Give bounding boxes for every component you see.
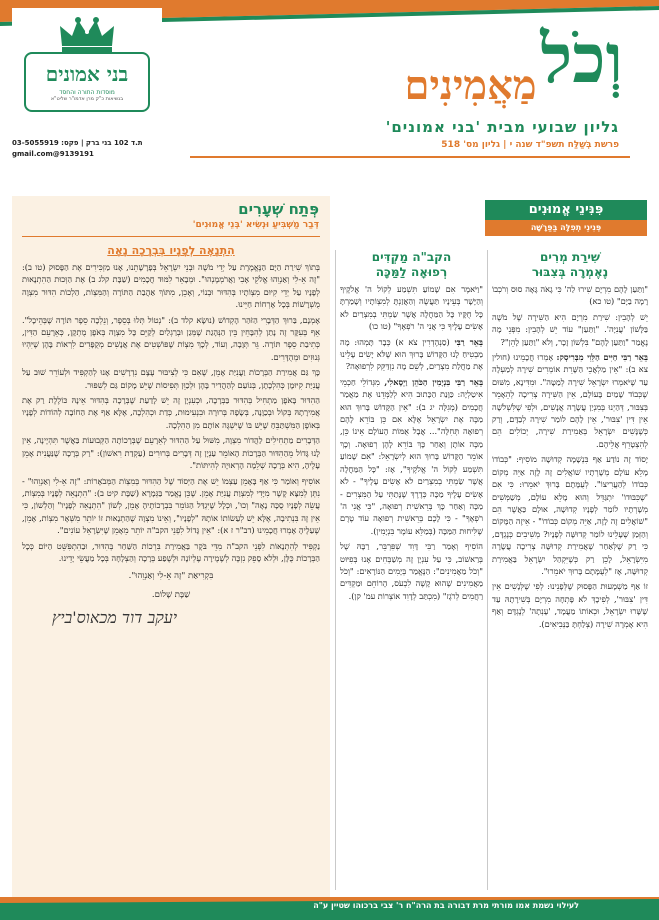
closing-line-1: בִּקְרִיאַת "זֶה אֵ-לִי וְאַנְוֵהוּ". <box>128 571 214 582</box>
right-paragraph-4: יָסוֹד זֶה נוֹדַע אַף בִּנְשָׁמָה קְדוּשָׁה מוֹסִיף: "כְּבוֹדוֹ מָלֵא עוֹלָם מְשָׁרְתָיו שׁוֹאֲלִים זֶה לָזֶה אַיֵּה מְקוֹם כְּבוֹדוֹ לְהַעֲרִיצוֹ". לְעֻמָּתָם בָּרוּךְ יֹאמֵרוּ: כִּי אִם 'שֶׁכִּבּוּדוֹ' יִתְגַּדֵּל וְהוּא מָלֵא עוֹלָם, מְשַׁמְּשִׁים מְשָׁרְתָיו לוֹמַר לְפָנָיו קְדוּשָׁה, אוּלָם כַּאֲשֶׁר הֵם "שׁוֹאֲלִים זֶה לָזֶה, אַיֵּה מְקוֹם כְּבוֹדוֹ" - אֵיזֶה הַמָּקוֹם וְהַזְּמַן שֶׁעָלֵינוּ לוֹמַר קְדוּשָּׁה לְפָנָיו? מְשִׁיבִים כְּנֶגְדָּם, כִּי רַק שֶׁלְּאַחַר שֶׁאֲמִירַת קְדוּשָּׁה צְרִיכָה עֲשָׂרָה מִיִּשְׂרָאֵל, לָכֵן רַק כְּשֶׁיִּקְהַל יִשְׂרָאֵל בַּאֲמִירַת קְדוּשָּׁה, אָז "לְעֻמָּתָם בָּרוּךְ יֹאמֵרוּ". <box>492 454 648 576</box>
footer-dedication: לעילוי נשמת אמו מורתי מרת דבורה בת הרה"ח ר' צבי ברכוהו שטיין ע"ה <box>313 901 579 910</box>
left-paragraph-3: כָּךְ גַּם אֲמִירַת הַבְּרָכוֹת וַעֲנִיַּת אָמֵן, שֶׁאִם כִּי לְצִיבּוּר עֶצֶם נִדְרָשִׁים אָנוּ לְהַקְפִּיד וּלְעוֹרֵר שׁוּב עַל עֲנִיַּת קִיּוּמָן כְּהִלְכָתָן, בְּנוֹעַם לְהַהֲדִיר בָּהֶן וּלְכַוֵּן תְּפִיסוֹת שֶׁיֵּשׁ מָקוֹם גַּם לְשִׁפּוּר. <box>22 367 320 390</box>
left-section-subtitle: דְּבַר מַשְׁבִּיעַ וּנְשִׂיא 'בְּנֵי אֱמוּנִים' <box>192 220 319 230</box>
middle-article <box>340 250 483 602</box>
left-paragraph-1: בְּתוֹךְ שִׁירַת הַיָּם הַנֶּאֱמֶרֶת עַל יְדֵי מֹשֶׁה וּבְנֵי יִשְׂרָאֵל בְּפָרָשָׁתֵנוּ, אָנוּ מַזְכִּירִים אֶת הַפָּסוּק (טו ב): "זֶה אֵ-לִי וְאַנְוֵהוּ אֱלֹקֵי אָבִי וַאֲרֹמְמֶנְהוּ". וּמְבָאֵר לִמּוּד חֲכָמִים (שַׁבָּת קלג ב) אֶת הַוְּכוּת הַהִתְנָאוּת לְפָנָיו עַל יְדֵי קִיּוּם מִצְוֹתָיו בְּהִדּוּר וּבְנוֹי, וְאָכֵן, מִתּוֹךְ אַהֲבַת הַתּוֹרָה וְהַמִּצְוֹת, הַלְכוֹת הִדּוּר מִצְוָה מֻשְׁרָשׁוֹת בְּכָל אָרְחוֹת חַיֵּינוּ. <box>22 262 320 310</box>
masthead-title-main: וְכֹל <box>540 19 623 99</box>
left-paragraph-6: אוֹסִיף וְאוֹמַר כִּי אַף בָּאָמֵן עַצְמוֹ יֵשׁ אֶת הַיְּסוֹד שֶׁל הַהִדּוּר בְּמִצְוֹת הַמְּבֹאָרוֹת: "זֶה אֵ-לִי וְאַנְוֵהוּ" - נִתְּן לְמִצָּא קֶשֶׁר מִיָּדִי לְמִצְוַת עֲנִיַּת אָמֵן. שֶׁכֵּן נֶאֱמַר בַּגְּמָרָא (שַׁבָּת קיט ב): "הִתְנָאֵה לְפָנָיו בְּמִצְוֹת, עֲשֵׂה לְפָנָיו סֻכָּה נָאָה" וְכוּ', וּכְלָל שֶׁיִּגְדַּל הַגּוֹמֵר בִּבְרָכוֹתֶיהָ אָמֵן, לְשׁוֹן "הִתְנָאֵה לְפָנָיו" וְהַלְשׁוֹן, כִּי אֵין זֶה בִּנְתִיבָה, אֶלָּא יֵשׁ לְעַשׂוֹתוֹ אוֹתָהּ "לְפָנָיו", וְאֵינוֹ מִצְוָה שֶׁהַתְנָאוּת זוֹ יוֹתֵר מִשְּׁאָר מִצְוֹת, אָמֵן, שֶׁעַלֶיהָ אָמְרוּ חֲכָמֵינוּ (דב"ר ז א): "אֵין גָּדוֹל לִפְנֵי הקב"ה יוֹתֵר מֵאָמֵן שֶׁיִּשְׂרָאֵל עוֹנִים". <box>22 475 320 536</box>
closing-line-2: שַׁבָּת שָׁלוֹם. <box>151 590 191 601</box>
contact-address: ת.ד 102 בני ברק | פקס: 03-5055919 <box>12 139 143 147</box>
right-section-tab: פִּנִּינֵי אֱמוּנִים <box>485 200 647 220</box>
masthead-subtitle: גליון שבועי מבית 'בני אמונים' <box>385 118 619 136</box>
middle-paragraph-1: "וַיֹּאמֶר אִם שָׁמוֹעַ תִּשְׁמַע לְקוֹל ה' אֱלֹקֶיךָ וְהַיָּשָׁר בְּעֵינָיו תַּעֲשֶׂה וְהַאֲזַנְתָּ לְמִצְוֹתָיו וְשָׁמַרְתָּ כָּל חֻקָּיו כָּל הַמַּחֲלָה אֲשֶׁר שַׂמְתִּי בְמִצְרַיִם לֹא אָשִׂים עָלֶיךָ כִּי אֲנִי ה' רֹפְאֶךָ" (טו כו) <box>340 284 483 332</box>
logo-subtitle-2: בנשיאות כ"ק מרן אדמו"ר שליט"א <box>50 96 124 102</box>
right-paragraph-3-lead: בֵּאֵר רַבִּי חַיִּים הַלֵּוִי מִבְּרִיסְק: <box>556 352 648 363</box>
left-paragraph-4: הַהִדּוּר בָּאֹפֶן מַתְחִיל בְּהִדּוּר בַּבְּרָכָה, וּכְעִנְיָן זֶה יֵשׁ לָדַעַת שֶׁבְּרָכָה בְּהִדּוּר אֵינָהּ כּוֹלֶלֶת רַק אֶת אֲמִירָתָהּ בְּקוֹל וּבְכַוָּנָה, בְּשָׂפָה בְּרוּרָה וּבִנְעִימוּת, כְּדַת וּכְהִלְכָה, אֶלָּא אַף אֶת הַחוֹבָה לְהוֹדוֹת לְפָנָיו בְּאוֹפֶן הַמִּשְׁתַּבֵּחַ שֶׁיֵּשׁ בּוֹ שֶׁיִּשְׁגֶּה אוֹתָם מִן הַהִלְכָה. <box>22 395 320 430</box>
middle-paragraph-4: הוֹסִיף וְאָמַר רַבִּי דָּוִד שְׁפִּרְבֵּר, רַבָּהּ שֶׁל בְּרַאשׁוֹב, כִּי עַל עִנְיָן זֶה מְשַׁבְּחִים אָנוּ בְּפִיּוּט "וְכֹל מַאֲמִינִים": הַנֶּאֱמַר בְּיָמִים הַנּוֹרָאִים: "וְכֹל מַאֲמִינִים שֶׁהוּא קָשֶׁה לִכְעֹס, הָרוֹחֵם וּמַקְדִּים רַחֲמִים לְרֹגֶז" (מִכְתַּב לְדָוִד אוֹצְרוֹת עמ' קן). <box>340 541 483 601</box>
right-section-subtab: פְּנִינֵי תְפִלָּה בַּפַּרָשָׁה <box>485 220 647 236</box>
contact-info <box>12 138 182 160</box>
right-article-title-1: שִׁירַת מְרִים <box>539 250 601 264</box>
crown-icon <box>58 16 116 54</box>
right-article <box>492 250 648 630</box>
logo-ring <box>24 52 150 112</box>
masthead-title <box>404 19 623 109</box>
column-divider-right <box>487 250 488 890</box>
left-paragraph-7: נַקְפִּיד לְהִתְנָאוֹת לִפְנֵי הקב"ה מִדֵּי בֹּקֶר בַּאֲמִירַת בִּרְכוֹת הַשַּׁחַר בְּהִדּוּר, וּבַהִתְפִּשֵּׁט הַיּוֹם כְּכָל הַבְּרָכוֹת כֻּלָּן, וּלְלֹא סָפֵק נִזְכֶּה לְשֶׁמֶירָה עֶלְיוֹנָה וּלְשֶׁפַע בְּרָכָה וְהַצְלָחָה בְּכָל מַעֲשֵׂי יָדֵינוּ. <box>22 540 320 563</box>
left-article-title: הִתְנָאֶה לְפָנָיו בְּבְרָכָה נָאָה <box>107 244 235 257</box>
left-article <box>22 244 320 628</box>
middle-paragraph-2-lead: בֵּאֵר רַבִּי <box>454 336 483 347</box>
middle-article-title-1: הקב"ה מַקְדִּים <box>371 250 452 264</box>
right-paragraph-1: "וַתַּעַן לָהֶם מִרְיָם שִׁירוּ לַה' כִּי גָאֹה גָּאָה סוּס וְרֹכְבוֹ רָמָה בַיָּם" (טו כא) <box>492 284 648 307</box>
header-divider <box>190 156 630 158</box>
column-divider-left <box>335 250 336 890</box>
left-section-title: פְּתַח שְׁעָרִים <box>238 200 319 218</box>
masthead-title-second: מַאֲמִינִים <box>404 62 537 109</box>
middle-paragraph-3-text: מִגְּדוֹלֵי חַכְמֵי אִיטַלְיָה: כַּוָּנַת הַכָּתוּב הִיא לְלַמְּדֵנוּ אֶת מַאֲמַר חֲכָמִים (מְגִלָּה יג ב): "אֵין הַקָּדוֹשׁ בָּרוּךְ הוּא מַכֶּה אֶת יִשְׂרָאֵל אֶלָּא אִם כֵּן בּוֹרֵא לָהֶם רְפוּאָה תְּחִלָּה"... אֲבָל אֻמּוֹת הָעוֹלָם אֵינוֹ כֵּן, מַכֶּה אוֹתָן וְאַחַר כָּךְ בּוֹרֵא לָהֶן רְפוּאָה. וְכָךְ אוֹמֵר הַקָּדוֹשׁ בָּרוּךְ הוּא לְיִשְׂרָאֵל: "אִם שָׁמוֹעַ תִּשְׁמַע לְקוֹל ה' אֱלֹקֶיךָ", אָז: "כָּל הַמַּחֲלָה אֲשֶׁר שַׂמְתִּי בְמִצְרַיִם לֹא אָשִׂים עָלֶיךָ" - לֹא אָשִׂים עָלֶיךָ מַכָּה כְּדֶרֶךְ שֶׁנָּתַתִּי עַל הַמִּצְרִים - מַכָּה וְאַחַר כָּךְ בְּרֵאשִׁית רְפוּאָה, "כִּי אֲנִי ה' רֹפְאֶךָ" - כִּי לָכֶם בְּרֵאשִׁית רְפוּאָה עוֹד טֶרֶם שֶׁלִּיחוּת הַמַּכָּה (בְּמַלֵּא עוֹמֶר בִּנְיָמִין). <box>340 376 483 536</box>
left-paragraph-2: אָמְנָם, בַּרוּךְ הַדְּבָרִי הַזֹּהַר הָקְדוֹשׁ (נוּשָׂא קלד ב): "נְטוֹל תְּלוּ בְּסֵפֶר, וְנֵלְכָה סֵפֶר תּוֹרָה שֶׁבְּהֵיכָל". אֵף בְּעִקָּר זֶה נָתַן לְהִבָּחֵין בֵּין הַנְּהָגַת שֶׁמְּגַן וּבְרַגְלַיִם לְקַיֵּם כָּל מִצְוָה בְּאֹפֶן מֻתְקָן, כְּאֵרָעֵם הַדִּין, כְּתִיבַת סֵפֶר תּוֹרָה. גֵּר תְּוָבָה, וְעוֹד, לְכָךְ מִצְוֹת שֶׁפּוֹשְׁטִים אֶת אֲנָשִׁים מְקֻפָּדִים לִרְאוֹת בָּהֶן שֶׁיִּהְיוּ גְּנוּזִים וּמְהֻדָּרִים. <box>22 314 320 362</box>
middle-article-title-2: רְפוּאָה לַמַּכָּה <box>375 265 448 279</box>
left-section-underline <box>22 236 320 237</box>
right-paragraph-2: יֵשׁ לְהָבִין: שִׁירַת מִרְיָם הִיא הַשִּׁירָה שֶׁל מֹשֶׁה בַּלָּשׁוֹן 'עֲנִיָּה'. "וַתַּעַן" עוֹד יֵשׁ לְהָבִין: מִפְּנֵי מָה נֶאֱמַר "וַתַּעַן לָהֶם" בִּלְשׁוֹן זָכָר, וְלֹא "וַתַּעַן לָהֵן"? <box>492 311 648 347</box>
middle-paragraph-2-text: (סַנְהֶדְרִין צֹא א) כְּבָר תָּמְהוּ: מָה מַבְטִיחַ לָנוּ הַקָּדוֹשׁ בָּרוּךְ הוּא שֶׁלֹּא יָשִׂים עָלֵינוּ אֶת מַחֲלַת מִצְרַיִם, לְשֵׁם מָה נִזְדַּקֵּק לִרְפוּאָה? <box>340 336 483 372</box>
logo-name: בני אמונים <box>45 62 129 86</box>
right-paragraph-3 <box>492 351 648 450</box>
logo <box>12 8 162 156</box>
middle-paragraph-3-lead: בֵּאֵר רַבִּי בִּנְיָמִין הַכֹּהֵן וַיְסָאלִי, <box>384 376 484 387</box>
middle-paragraph-3 <box>340 376 483 537</box>
right-paragraph-5: זוֹ אַף מַשְׁמָעוּת הַפָּסוּק שֶׁלְּפָנֵינוּ: לְפִי שֶׁלְּנָשִׁים אֵין דִּין 'צִבּוּר', לְפִיכָךְ לֹא פָּתְחָה מִרְיָם בְּשִׁירָתָהּ עַד שֶׁשָּׁרוּ יִשְׂרָאֵל, וּכְאוֹתוֹ מַעֲמָד, 'עָנְתָה' לְנֶגְדָּם וְאַף הִיא אָמְרָה שִׁירָה (צְלַחְתָּ בַּנְּבִיאִים). <box>492 581 648 629</box>
middle-paragraph-2 <box>340 336 483 373</box>
contact-email: 9139191@gmail.com <box>12 150 94 158</box>
logo-subtitle: מוסדות התורה והחסד <box>59 89 115 96</box>
right-article-title-2: נֶאֶמְרָה בְּצִבּוּר <box>531 265 609 279</box>
signature: יעקב דוד מכאוס'ביץ <box>52 608 178 628</box>
issue-info: פרשת בְּשַׁלַּח תשפ"ד שנה י | גליון מס' 518 <box>441 140 619 150</box>
left-paragraph-5: הַדְּבָרִים מַתְחִילִים לַהֲדוֹר מִצְוָה, מִשּׁוּל עַל הַהִדּוּר לְאֵרָעֵם שֶׁבְּרָכוֹתָה הַקְּבוּעוֹת בַּאֲשֶׁר תִּהְיֶינָה, אֵין לָנוּ גָּדוֹל מֵהַהִדּוּר הַבְּרָכוֹת הָאוֹמֵר עַנְיָן זֶה דְּבָרִים בְּרוּרִים (עַקְדַת רִאשׁוֹן): "רַק בְּרָכָה שֶׁנַּעֲנִית אָמֵן עָלֶיהָ, הִיא בְּרָכָה שְׁלֵמָה הָרְאוּיָה לְהִיתּוֹת". <box>22 435 320 471</box>
right-paragraph-3-text: אָמְרוּ חֲכָמֵינוּ (חולין צא ב): "אֵין מַלְאֲכֵי הַשָּׁרֵת אוֹמְרִים שִׁירָה לְמַעְלָה עַד שֶׁיֹּאמְרוּ יִשְׂרָאֵל שִׁירָה לְמַטָּה". וּמִדִּינָא, מִשּׁוּם שֶׁכְּבוֹד שָׁמַיִם בָּעוֹלָם, אֵין הַשִּׁירָה צְרִיכָה לְהֵאָמֵר בְּצִבּוּר, דְּהַיְנוּ בְּמִנְיַן עֲשָׂרָה אֲנָשִׁים, וּלְפִי שֶׁלִּשְׁלֹשָׁה אֵין דִּין 'צִבּוּר', אֵין לָהֶם לוֹמַר שִׁירָה לְבַדָּם, וְרַק כְּשֶׁנָּשִׁים יִשְׂרָאֵל בְּאַמִירַת שִׁירָה, יְכוֹלִים הֵם לְהִצְטָרֵף אֲלֵיהֶם. <box>492 352 648 449</box>
